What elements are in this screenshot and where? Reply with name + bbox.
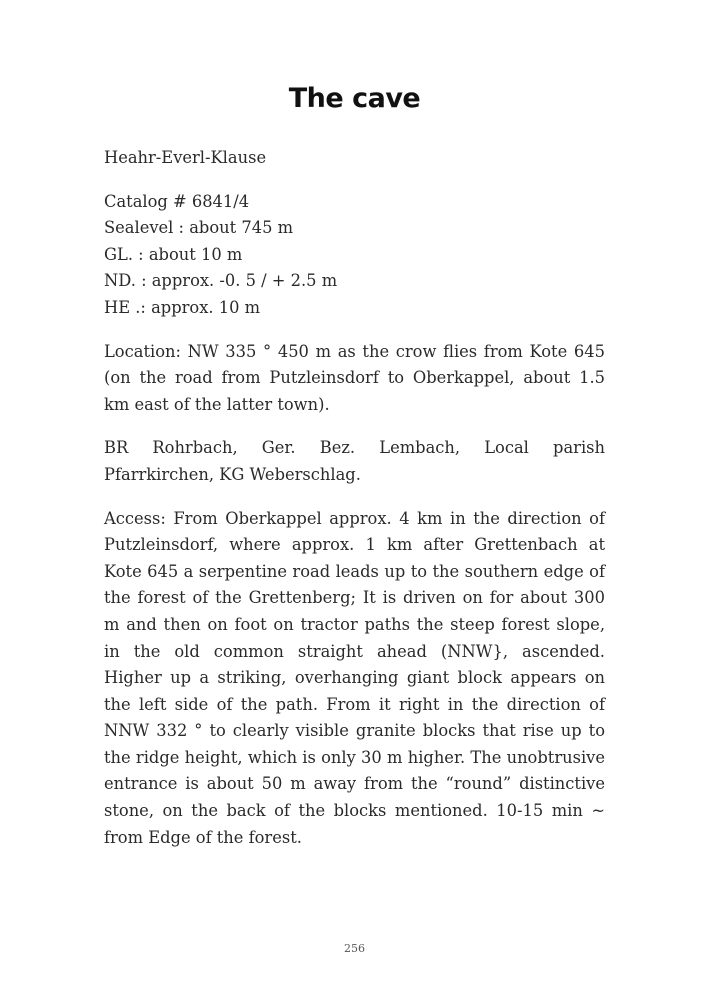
detail-he: HE .: approx. 10 m: [104, 297, 261, 317]
location-paragraph: Location: NW 335 ° 450 m as the crow flies from Kote 645 (on the road from Putzleinsdorf to Oberkappel, about 1.5 km east of the latter town).: [104, 341, 605, 414]
document-body: [104, 145, 605, 868]
cave-name: Heahr-Everl-Klause: [104, 148, 267, 167]
page-number: 256: [344, 942, 365, 955]
detail-nd: ND. : approx. -0. 5 / + 2.5 m: [104, 271, 338, 291]
detail-gl: GL. : about 10 m: [104, 244, 243, 264]
detail-catalog: Catalog # 6841/4: [104, 191, 250, 211]
detail-sealevel: Sealevel : about 745 m: [104, 218, 294, 238]
access-paragraph: Access: From Oberkappel approx. 4 km in the direction of Putzleinsdorf, where approx. 1 km after Grettenbach at Kote 645 a serpentine road leads up to the southern edge of the forest of the Grettenberg; It is driven on for about 300 m and then on foot on tractor paths the steep forest slope, in the old common straight ahead (NNW}, ascended. Higher up a striking, overhanging giant block appears on the left side of the path. From it right in the direction of NNW 332 ° to clearly visible granite blocks that rise up to the ridge height, which is only 30 m higher. The unobtrusive entrance is about 50 m away from the “round” distinctive stone, on the back of the blocks mentioned. 10-15 min ~ from Edge of the forest.: [104, 508, 605, 847]
administrative-paragraph: BR Rohrbach, Ger. Bez. Lembach, Local parish Pfarrkirchen, KG Weberschlag.: [104, 438, 605, 484]
cave-details: [104, 189, 605, 322]
page-title: The cave: [288, 83, 421, 114]
